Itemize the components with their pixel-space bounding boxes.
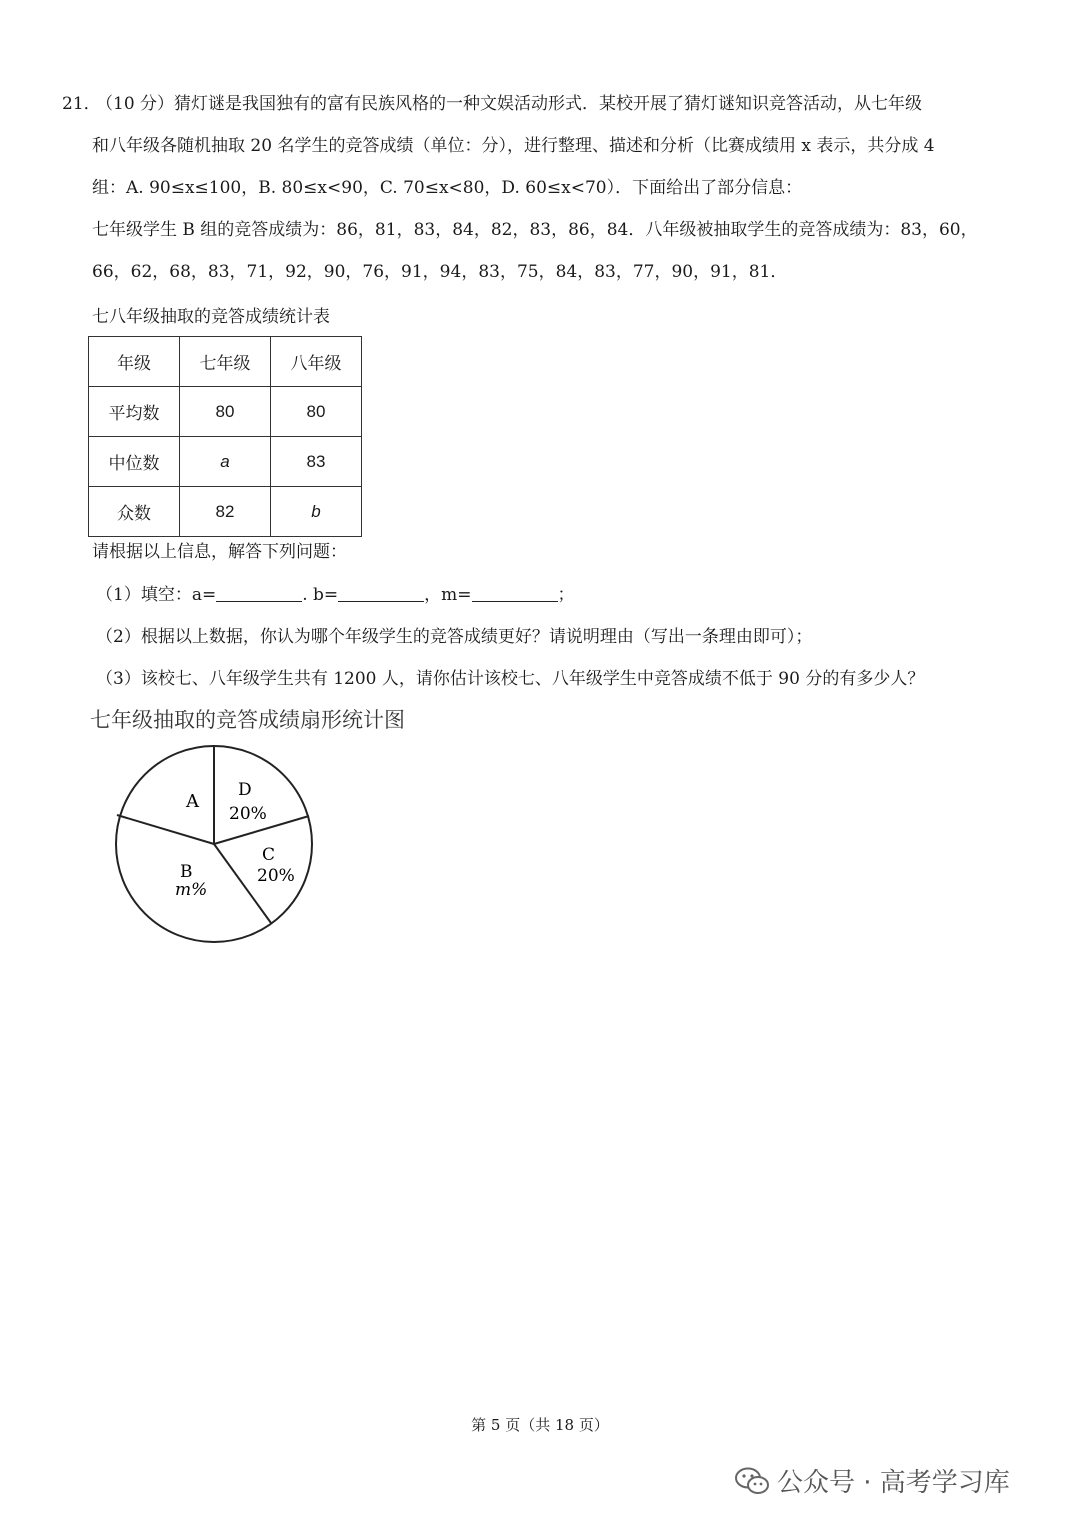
pie-label-b-pct: m% (175, 880, 208, 900)
answer-blank-m (472, 585, 558, 602)
question-number: 21． (62, 94, 101, 114)
pie-label-c: C (262, 845, 276, 865)
pie-label-b: B (180, 862, 193, 882)
question-text-line-3: 组：A. 90≤x≤100，B. 80≤x<90，C. 70≤x<80，D. 60≤x<70）．下面给出了部分信息： (92, 178, 803, 198)
sub-question-3: （3）该校七、八年级学生共有 1200 人，请你估计该校七、八年级学生中竞答成绩不低于 90 分的有多少人？ (96, 669, 925, 689)
table-caption: 七八年级抽取的竞答成绩统计表 (92, 307, 330, 327)
question-text-line-5: 66，62，68，83，71，92，90，76，91，94，83，75，84，83，77，90，91，81． (92, 262, 788, 282)
table-cell: 80 (180, 387, 271, 437)
sub1-part: . b= (302, 585, 339, 605)
answer-blank-a (216, 585, 302, 602)
watermark (735, 1462, 1010, 1499)
table-cell: 80 (271, 387, 362, 437)
pie-chart (110, 743, 320, 948)
pie-label-d: D (238, 780, 252, 800)
table-cell: 众数 (89, 487, 180, 537)
stats-table (88, 336, 362, 537)
pie-chart-title: 七年级抽取的竞答成绩扇形统计图 (90, 708, 405, 732)
sub1-part: （1）填空：a= (96, 585, 217, 605)
question-text-line-2: 和八年级各随机抽取 20 名学生的竞答成绩（单位：分），进行整理、描述和分析（比赛成绩用 x 表示，共分成 4 (92, 136, 935, 156)
table-row (89, 437, 362, 487)
pie-label-c-pct: 20% (257, 866, 295, 886)
table-row (89, 487, 362, 537)
sub-question-2: （2）根据以上数据，你认为哪个年级学生的竞答成绩更好？请说明理由（写出一条理由即可）； (96, 627, 813, 647)
sub1-part: ，m= (424, 585, 472, 605)
instruction-text: 请根据以上信息，解答下列问题： (92, 542, 347, 562)
wechat-icon (735, 1467, 769, 1495)
question-text-line-4: 七年级学生 B 组的竞答成绩为：86，81，83，84，82，83，86，84．八年级被抽取学生的竞答成绩为：83，60， (92, 220, 978, 240)
table-header-cell: 年级 (89, 337, 180, 387)
table-cell: 82 (180, 487, 271, 537)
table-cell: 中位数 (89, 437, 180, 487)
watermark-text: 公众号 · 高考学习库 (777, 1468, 1010, 1498)
question-text-line-1: （10 分）猜灯谜是我国独有的富有民族风格的一种文娱活动形式．某校开展了猜灯谜知识竞答活动，从七年级 (96, 94, 923, 114)
table-header-cell: 八年级 (271, 337, 362, 387)
table-cell: 83 (271, 437, 362, 487)
answer-blank-b (338, 585, 424, 602)
table-cell: b (271, 487, 362, 537)
sub-question-1 (96, 583, 575, 607)
table-header-cell: 七年级 (180, 337, 271, 387)
pie-label-d-pct: 20% (229, 804, 267, 824)
sub1-part: ； (557, 585, 575, 605)
table-row (89, 387, 362, 437)
table-header-row (89, 337, 362, 387)
table-cell: 平均数 (89, 387, 180, 437)
pie-label-a: A (186, 791, 199, 812)
page-footer: 第 5 页（共 18 页） (471, 1416, 609, 1434)
table-cell: a (180, 437, 271, 487)
